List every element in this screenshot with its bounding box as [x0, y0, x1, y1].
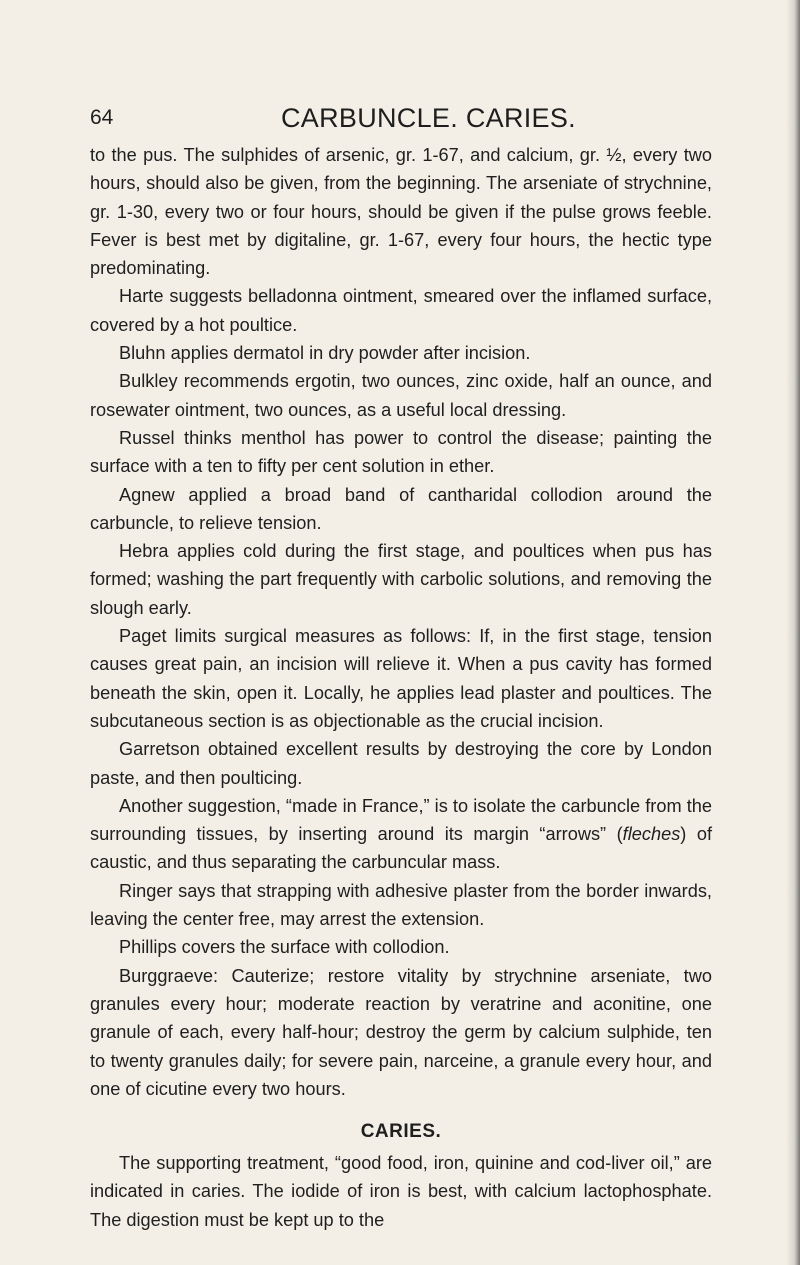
paragraph-continuation: to the pus. The sulphides of arsenic, gr. 1-67, and calcium, gr. ½, every two hours, should also be given, from the beginning. The arseniate of strychnine, gr. 1-30, every two or four hours, should be given if the pulse grows feeble. Fever is best met by digitaline, gr. 1-67, every four hours, the hectic type predominating. [90, 145, 712, 279]
paragraph-paget: Paget limits surgical measures as follows: If, in the first stage, tension causes great pain, an incision will relieve it. When a pus cavity has formed beneath the skin, open it. Locally, he applies lead plaster and poultices. The subcutaneous section is as objectionable as the crucial incision. [90, 626, 712, 731]
page-number: 64 [90, 106, 114, 129]
italic-term: fleches [622, 824, 681, 845]
running-title: CARBUNCLE. CARIES. [281, 103, 576, 133]
body-text [90, 141, 712, 1234]
paragraph-garretson: Garretson obtained excellent results by destroying the core by London paste, and then poulticing. [90, 739, 712, 788]
paragraph-bluhn: Bluhn applies dermatol in dry powder after incision. [119, 343, 531, 364]
paragraph-harte: Harte suggests belladonna ointment, smeared over the inflamed surface, covered by a hot poultice. [90, 286, 712, 335]
section-heading: CARIES. [360, 1121, 442, 1143]
paragraph-supporting-treatment: The supporting treatment, “good food, iron, quinine and cod-liver oil,” are indicated in caries. The iodide of iron is best, with calcium lactophosphate. The digestion must be kept up to the [90, 1153, 712, 1230]
paragraph-agnew: Agnew applied a broad band of cantharidal collodion around the carbuncle, to relieve tension. [90, 484, 712, 533]
paragraph-another-suggestion [90, 792, 712, 877]
text-span: Another suggestion, “made in France,” is to isolate the carbuncle from the surrounding tissues, by inserting around its margin “arrows” ( [90, 795, 712, 845]
paragraph-bulkley: Bulkley recommends ergotin, two ounces, zinc oxide, half an ounce, and rosewater ointment, two ounces, as a useful local dressing. [90, 371, 712, 420]
paragraph-phillips: Phillips covers the surface with collodion. [119, 937, 450, 958]
text-span: ) of caustic, and thus separating the carbuncular mass. [90, 824, 713, 873]
paragraph-russel: Russel thinks menthol has power to control the disease; painting the surface with a ten to fifty per cent solution in ether. [90, 427, 712, 477]
paragraph-hebra: Hebra applies cold during the first stage, and poultices when pus has formed; washing the part frequently with carbolic solutions, and removing the slough early. [90, 541, 712, 618]
paragraph-ringer: Ringer says that strapping with adhesive plaster from the border inwards, leaving the center free, may arrest the extension. [90, 880, 712, 930]
page-header [90, 103, 710, 143]
page-edge-shadow [786, 0, 800, 1265]
paragraph-burggraeve: Burggraeve: Cauterize; restore vitality by strychnine arseniate, two granules every hour; moderate reaction by veratrine and aconitine, one granule of each, every half-hour; destroy the germ by calcium sulphide, ten to twenty granules daily; for severe pain, narceine, a granule every hour, and one of cicutine every two hours. [90, 965, 712, 1099]
